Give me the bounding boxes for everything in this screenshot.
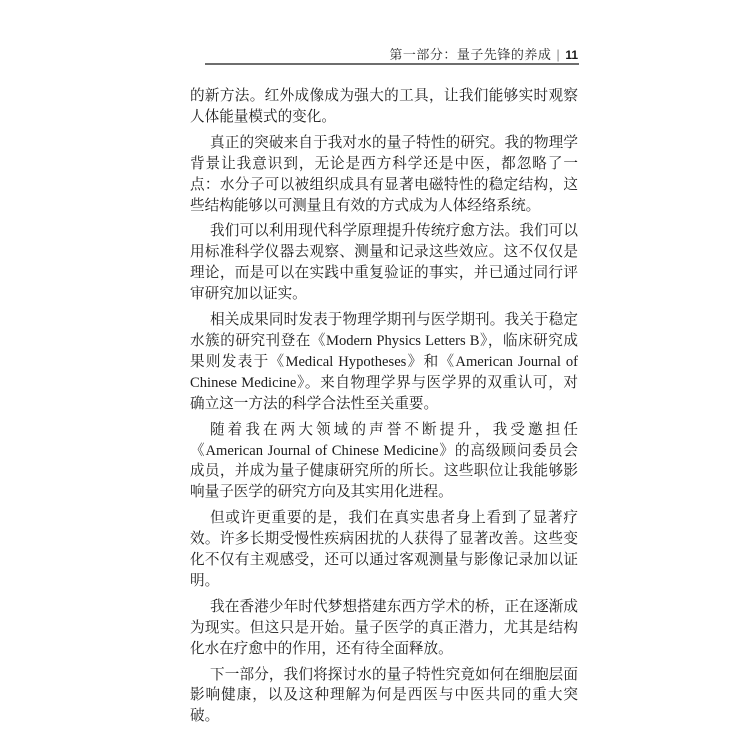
paragraph: 下一部分，我们将探讨水的量子特性究竟如何在细胞层面影响健康，以及这种理解为何是西医与中医共同的重大突破。 xyxy=(190,666,578,725)
section-title: 第一部分：量子先锋的养成 xyxy=(389,47,552,62)
header-divider: | xyxy=(556,47,561,62)
paragraph: 我们可以利用现代科学原理提升传统疗愈方法。我们可以用标准科学仪器去观察、测量和记录这些效应。这不仅仅是理论，而是可以在实践中重复验证的事实，并已通过同行评审研究加以证实。 xyxy=(190,223,578,303)
paragraph: 随着我在两大领域的声誉不断提升，我受邀担任《American Journal of Chinese Medicine》的高级顾问委员会成员，并成为量子健康研究所的所长。这些职位让我能够影响量子医学的研究方向及其实用化进程。 xyxy=(190,421,578,501)
page-header xyxy=(190,44,578,63)
paragraph: 我在香港少年时代梦想搭建东西方学术的桥，正在逐渐成为现实。但这只是开始。量子医学的真正潜力，尤其是结构化水在疗愈中的作用，还有待全面释放。 xyxy=(190,598,578,657)
paragraph: 真正的突破来自于我对水的量子特性的研究。我的物理学背景让我意识到，无论是西方科学还是中医，都忽略了一点：水分子可以被组织成具有显著电磁特性的稳定结构，这些结构能够以可测量且有效的方式成为人体经络系统。 xyxy=(190,134,578,214)
paragraph: 但或许更重要的是，我们在真实患者身上看到了显著疗效。许多长期受慢性疾病困扰的人获得了显著改善。这些变化不仅有主观感受，还可以通过客观测量与影像记录加以证明。 xyxy=(190,510,578,589)
page-number: 11 xyxy=(565,48,578,62)
paragraph: 的新方法。红外成像成为强大的工具，让我们能够实时观察人体能量模式的变化。 xyxy=(190,88,578,125)
page-body xyxy=(190,86,578,732)
paragraph: 相关成果同时发表于物理学期刊与医学期刊。我关于稳定水簇的研究刊登在《Modern Physics Letters B》，临床研究成果则发表于《Medical Hypotheses》和《American Journal of Chinese Medicine》。来自物理学界与医学界的双重认可，对确立这一方法的科学合法性至关重要。 xyxy=(190,312,578,412)
header-rule xyxy=(205,63,579,65)
